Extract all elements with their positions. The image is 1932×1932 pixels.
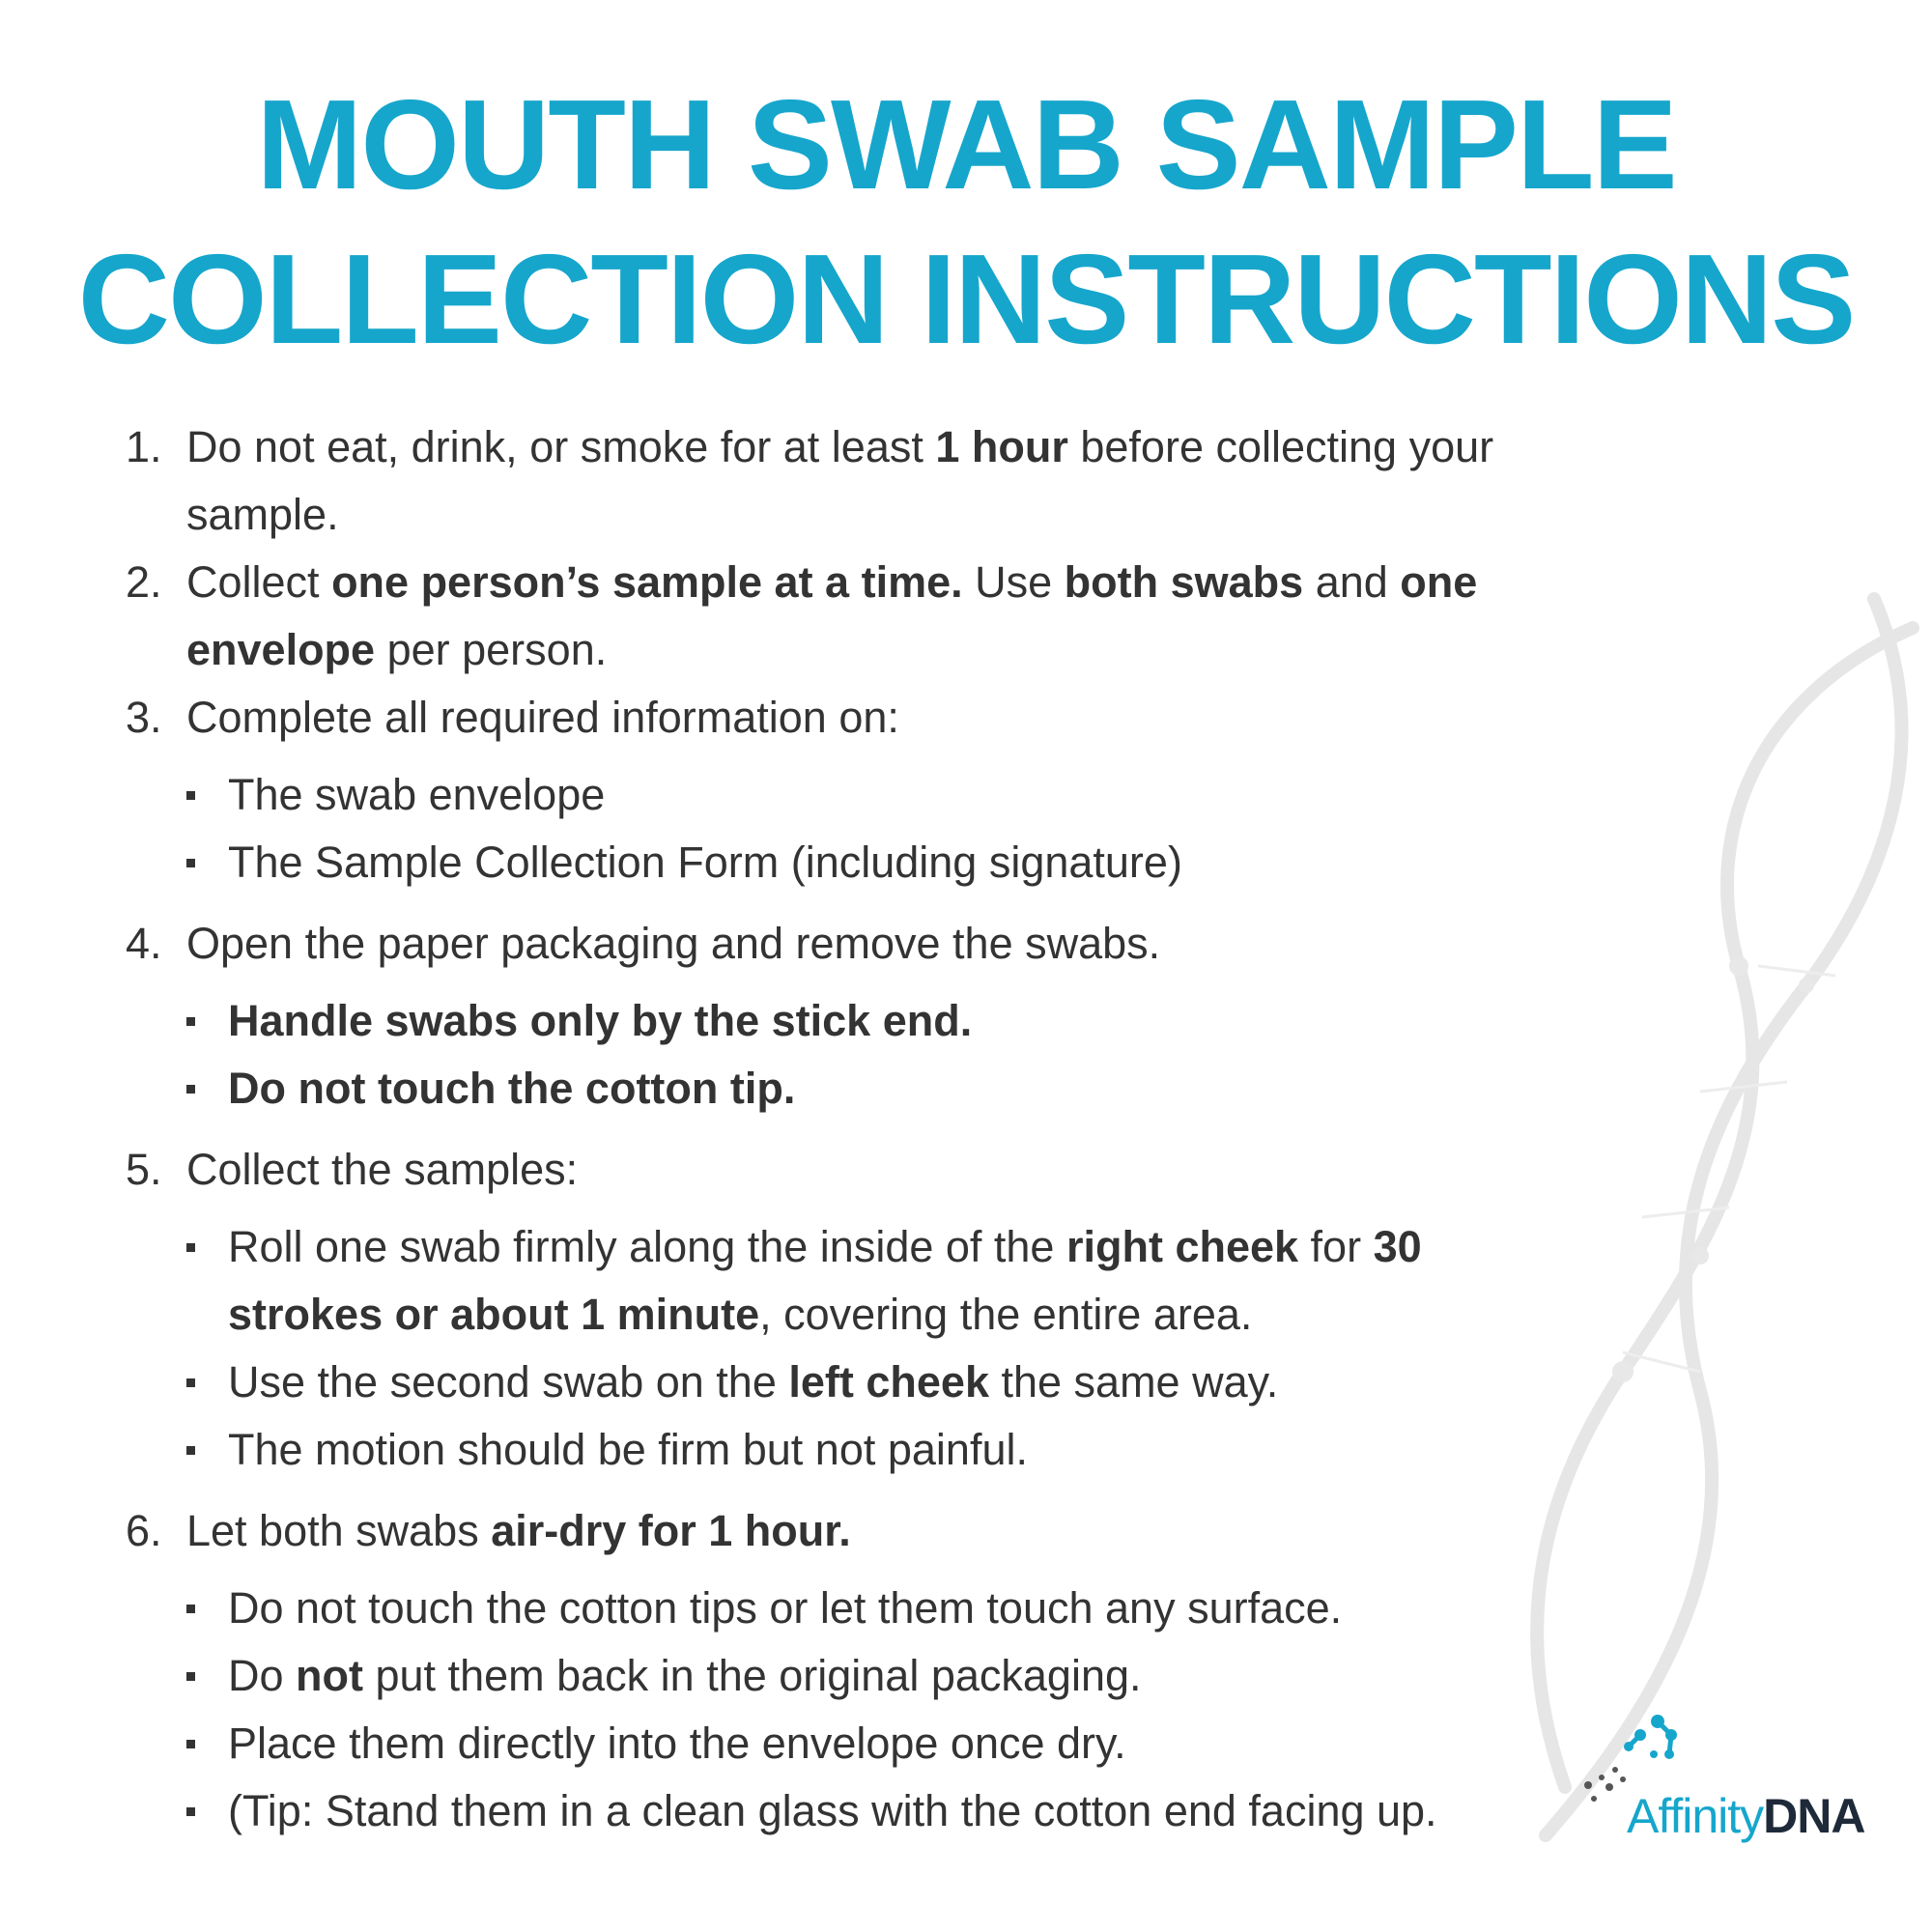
step-row (126, 1497, 1536, 1565)
text-run: the same way. (988, 1357, 1279, 1406)
step-number: 2. (126, 557, 162, 607)
text-run: Do not touch the cotton tips or let them touch any surface. (228, 1583, 1343, 1633)
bold-text: both swabs (1064, 557, 1304, 607)
step-row (126, 413, 1536, 549)
text-run: for (1298, 1222, 1374, 1271)
instruction-steps (126, 413, 1536, 1859)
brand-name-dna: DNA (1763, 1789, 1865, 1843)
brand-name-affinity: Affinity (1627, 1789, 1764, 1843)
bold-text: 1 hour (935, 422, 1068, 471)
brand-logo (1580, 1710, 1899, 1845)
square-bullet-icon (186, 1213, 228, 1349)
bold-text: 30 strokes or about 1 minute (228, 1222, 1422, 1339)
text-run: Complete all required information on: (186, 693, 899, 742)
bullet-list (126, 761, 1536, 896)
text-run: The Sample Collection Form (including signature) (228, 838, 1182, 887)
text-run: Collect (186, 557, 332, 607)
bullet-item (186, 1055, 1536, 1122)
text-run: Use (962, 557, 1065, 607)
square-bullet-icon (186, 1777, 228, 1845)
text-run: The motion should be firm but not painful. (228, 1425, 1028, 1474)
text-run: , covering the entire area. (759, 1290, 1253, 1339)
square-bullet-icon (186, 829, 228, 896)
square-bullet-icon (186, 1710, 228, 1777)
text-run: Place them directly into the envelope once dry. (228, 1719, 1126, 1768)
step-number: 4. (126, 919, 162, 968)
bullet-list (126, 987, 1536, 1122)
step-row (126, 549, 1536, 684)
step-item (126, 1136, 1536, 1484)
step-number: 1. (126, 422, 162, 471)
bold-text: right cheek (1065, 1222, 1299, 1271)
step-row (126, 684, 1536, 752)
bullet-text (228, 829, 1536, 896)
bullet-item (186, 829, 1536, 896)
title-line-2: COLLECTION INSTRUCTIONS (77, 228, 1855, 370)
step-row (126, 910, 1536, 978)
bold-text: left cheek (788, 1357, 989, 1406)
bullet-text (228, 987, 1536, 1055)
bullet-text (228, 1642, 1536, 1710)
bullet-text (228, 1575, 1536, 1642)
bullet-item (186, 1416, 1536, 1484)
bullet-text (228, 1349, 1536, 1416)
bullet-item (186, 1213, 1536, 1349)
text-run: put them back in the original packaging. (363, 1651, 1142, 1700)
bold-text: Handle swabs only by the stick end. (228, 996, 973, 1045)
bullet-item (186, 1777, 1536, 1845)
text-run: Let both swabs (186, 1506, 492, 1555)
bullet-list (126, 1575, 1536, 1845)
square-bullet-icon (186, 1349, 228, 1416)
text-run: Collect the samples: (186, 1145, 579, 1194)
text-run: Do (228, 1651, 297, 1700)
bullet-text (228, 761, 1536, 829)
bold-text: one person’s sample at a time. (331, 557, 963, 607)
step-item (126, 1497, 1536, 1845)
brand-name (1627, 1787, 1864, 1845)
bullet-text (228, 1777, 1536, 1845)
bullet-item (186, 987, 1536, 1055)
text-run: per person. (375, 625, 608, 674)
text-run: and (1303, 557, 1401, 607)
title (0, 68, 1932, 377)
bullet-text (228, 1710, 1536, 1777)
square-bullet-icon (186, 1055, 228, 1122)
step-item (126, 413, 1536, 549)
bold-text: air-dry for 1 hour. (491, 1506, 851, 1555)
square-bullet-icon (186, 1642, 228, 1710)
step-item (126, 910, 1536, 1122)
step-number: 3. (126, 693, 162, 742)
step-number: 5. (126, 1145, 162, 1194)
bullet-item (186, 1349, 1536, 1416)
step-item (126, 684, 1536, 896)
bold-text: one envelope (186, 557, 1478, 674)
title-line-1: MOUTH SWAB SAMPLE (256, 73, 1676, 215)
bullet-text (228, 1416, 1536, 1484)
bullet-item (186, 1710, 1536, 1777)
step-text (186, 910, 1536, 978)
step-number: 6. (126, 1506, 162, 1555)
text-run: before collecting your sample. (186, 422, 1494, 539)
bullet-text (228, 1213, 1536, 1349)
text-run: Open the paper packaging and remove the swabs. (186, 919, 1161, 968)
step-text (186, 1497, 1536, 1565)
text-run: Use the second swab on the (228, 1357, 789, 1406)
step-item (126, 549, 1536, 684)
text-run: Do not eat, drink, or smoke for at least (186, 422, 936, 471)
square-bullet-icon (186, 761, 228, 829)
bold-text: Do not touch the cotton tip. (228, 1064, 796, 1113)
bullet-item (186, 1642, 1536, 1710)
step-text (186, 684, 1536, 752)
square-bullet-icon (186, 1575, 228, 1642)
bullet-text (228, 1055, 1536, 1122)
square-bullet-icon (186, 987, 228, 1055)
text-run: (Tip: Stand them in a clean glass with the cotton end facing up. (228, 1786, 1437, 1835)
step-row (126, 1136, 1536, 1204)
step-text (186, 549, 1536, 684)
bullet-item (186, 1575, 1536, 1642)
step-text (186, 413, 1536, 549)
square-bullet-icon (186, 1416, 228, 1484)
bullet-item (186, 761, 1536, 829)
text-run: Roll one swab firmly along the inside of the (228, 1222, 1066, 1271)
step-text (186, 1136, 1536, 1204)
bold-text: not (296, 1651, 363, 1700)
text-run: The swab envelope (228, 770, 606, 819)
bullet-list (126, 1213, 1536, 1484)
